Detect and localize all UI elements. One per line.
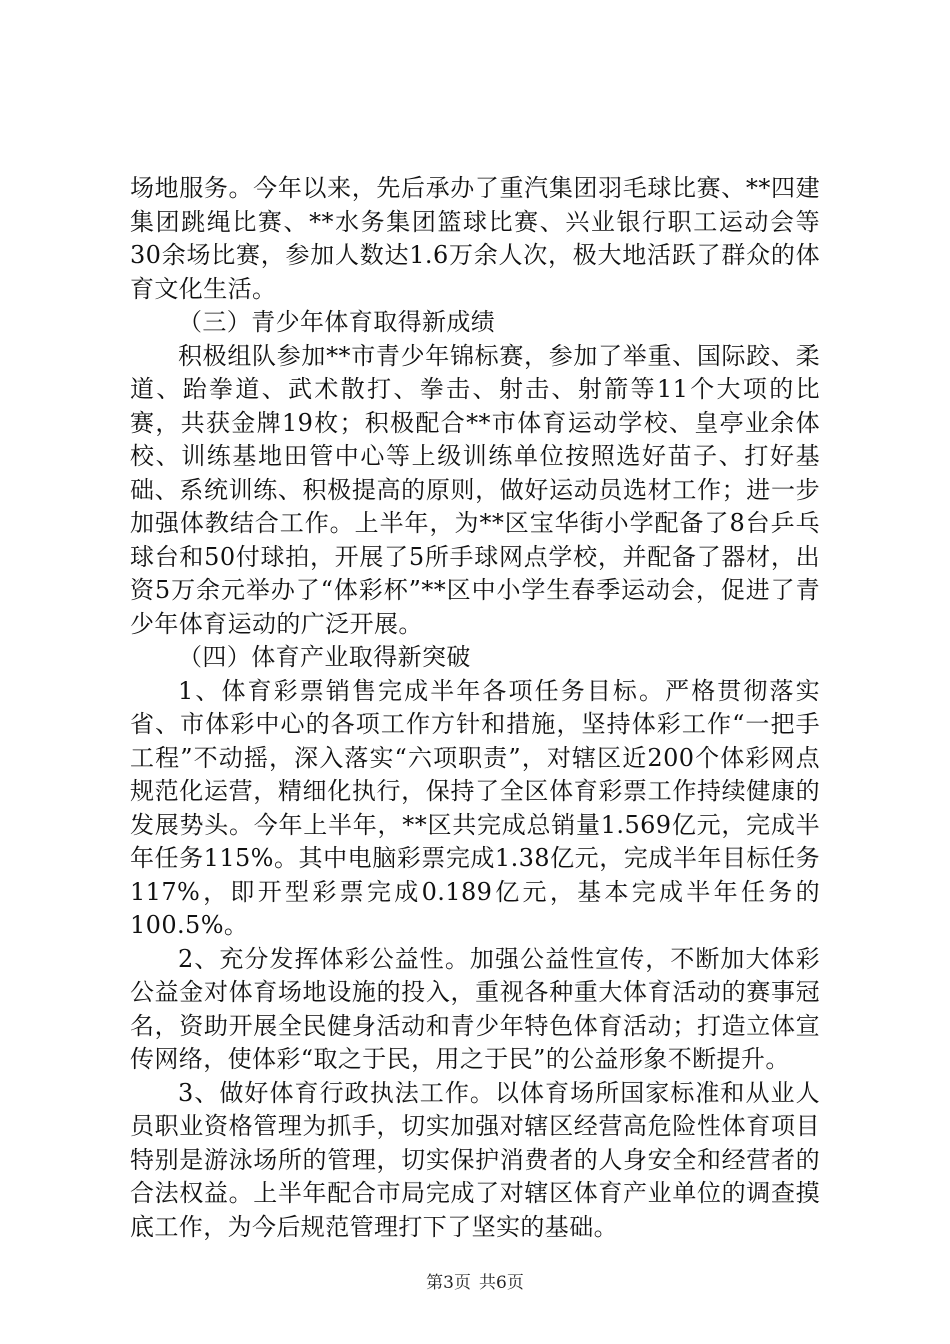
paragraph-lottery-sales: 1、体育彩票销售完成半年各项任务目标。严格贯彻落实省、市体彩中心的各项工作方针和措施，坚持体彩工作“一把手工程”不动摇，深入落实“六项职责”，对辖区近200个体彩网点规范化运营，精细化执行，保持了全区体育彩票工作持续健康的发展势头。今年上半年，**区共完成总销量1.569亿元，完成半年任务115%。其中电脑彩票完成1.38亿元，完成半年目标任务117%，即开型彩票完成0.189亿元，基本完成半年任务的100.5%。 (130, 676, 820, 939)
page-footer (0, 1268, 950, 1293)
page-number: 第3页 (426, 1273, 471, 1293)
paragraph-lottery-public-welfare: 2、充分发挥体彩公益性。加强公益性宣传，不断加大体彩公益金对体育场地设施的投入，重视各种重大体育活动的赛事冠名，资助开展全民健身活动和青少年特色体育活动；打造立体宣传网络，使体彩“取之于民，用之于民”的公益形象不断提升。 (130, 944, 820, 1073)
section-heading-youth-sports: （三）青少年体育取得新成绩 (178, 308, 496, 336)
document-body (130, 172, 820, 1244)
page-total: 共6页 (479, 1273, 524, 1293)
paragraph-law-enforcement: 3、做好体育行政执法工作。以体育场所国家标准和从业人员职业资格管理为抓手，切实加强对辖区经营高危险性体育项目特别是游泳场所的管理，切实保护消费者的人身安全和经营者的合法权益。上半年配合市局完成了对辖区体育产业单位的调查摸底工作，为今后规范管理打下了坚实的基础。 (130, 1078, 820, 1241)
paragraph-youth-sports: 积极组队参加**市青少年锦标赛，参加了举重、国际跤、柔道、跆拳道、武术散打、拳击、射击、射箭等11个大项的比赛，共获金牌19枚；积极配合**市体育运动学校、皇亭业余体校、训练基地田管中心等上级训练单位按照选好苗子、打好基础、系统训练、积极提高的原则，做好运动员选材工作；进一步加强体教结合工作。上半年，为**区宝华街小学配备了8台乒乓球台和50付球拍，开展了5所手球网点学校，并配备了器材，出资5万余元举办了“体彩杯”**区中小学生春季运动会，促进了青少年体育运动的广泛开展。 (130, 341, 820, 638)
paragraph-sports-events: 场地服务。今年以来，先后承办了重汽集团羽毛球比赛、**四建集团跳绳比赛、**水务集团篮球比赛、兴业银行职工运动会等30余场比赛，参加人数达1.6万余人次，极大地活跃了群众的体育文化生活。 (130, 174, 820, 303)
section-heading-sports-industry: （四）体育产业取得新突破 (178, 643, 471, 671)
